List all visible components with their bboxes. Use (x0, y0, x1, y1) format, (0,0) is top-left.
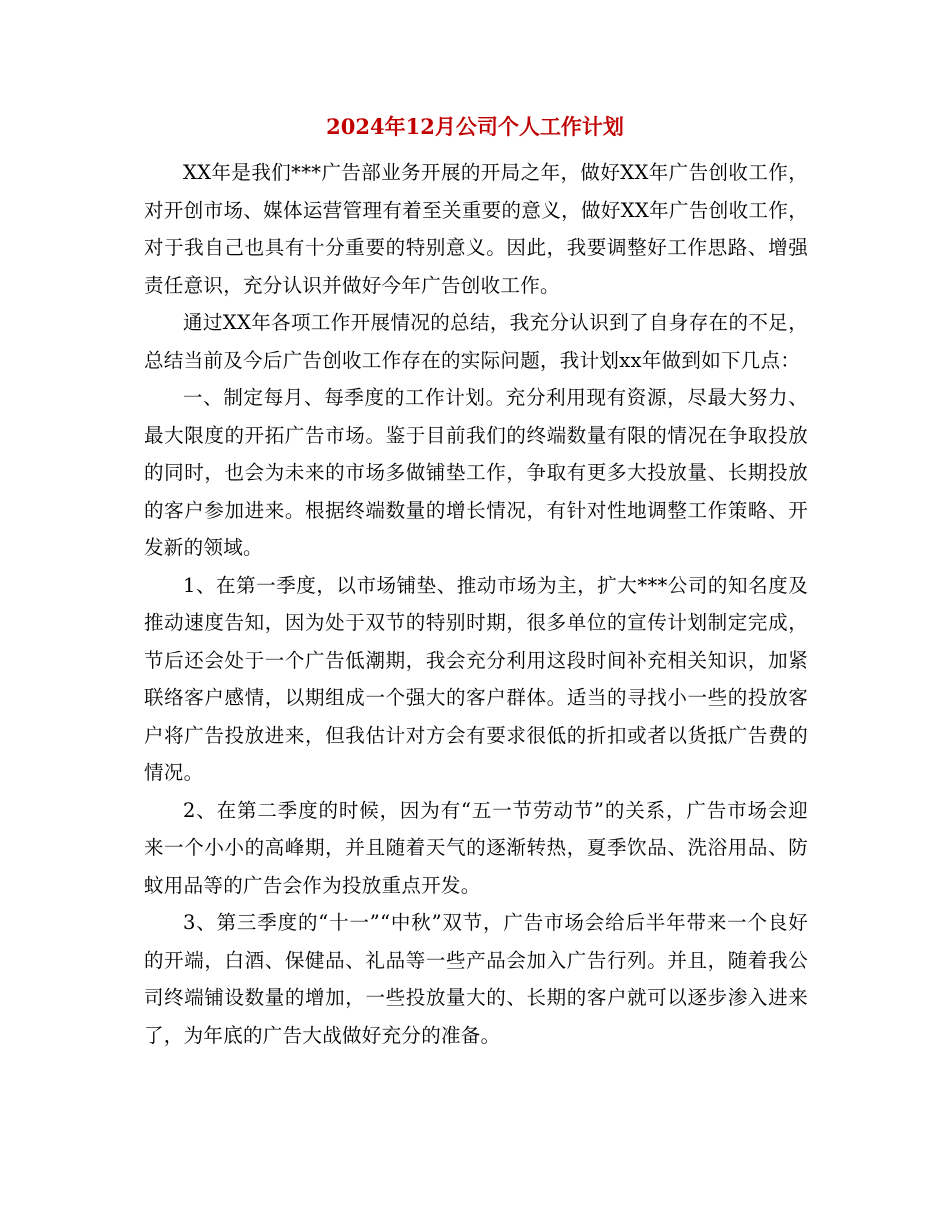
document-body (144, 154, 808, 1054)
paragraph: 2、在第二季度的时候，因为有“五一节劳动节”的关系，广告市场会迎来一个小小的高峰期，并且随着天气的逐渐转热，夏季饮品、洗浴用品、防蚊用品等的广告会作为投放重点开发。 (144, 798, 808, 897)
paragraph: 通过XX年各项工作开展情况的总结，我充分认识到了自身存在的不足，总结当前及今后广告创收工作存在的实际问题，我计划xx年做到如下几点： (144, 311, 808, 372)
document-title: 2024年12月公司个人工作计划 (326, 114, 624, 139)
paragraph: 一、制定每月、每季度的工作计划。充分利用现有资源，尽最大努力、最大限度的开拓广告市场。鉴于目前我们的终端数量有限的情况在争取投放的同时，也会为未来的市场多做铺垫工作，争取有更多大投放量、长期投放的客户参加进来。根据终端数量的增长情况，有针对性地调整工作策略、开发新的领域。 (144, 386, 808, 559)
paragraph: 3、第三季度的“十一”“中秋”双节，广告市场会给后半年带来一个良好的开端，白酒、保健品、礼品等一些产品会加入广告行列。并且，随着我公司终端铺设数量的增加，一些投放量大的、长期的客户就可以逐步渗入进来了，为年底的广告大战做好充分的准备。 (144, 911, 808, 1047)
paragraph: 1、在第一季度，以市场铺垫、推动市场为主，扩大***公司的知名度及推动速度告知，因为处于双节的特别时期，很多单位的宣传计划制定完成，节后还会处于一个广告低潮期，我会充分利用这段时间补充相关知识，加紧联络客户感情，以期组成一个强大的客户群体。适当的寻找小一些的投放客户将广告投放进来，但我估计对方会有要求很低的折扣或者以货抵广告费的情况。 (144, 573, 808, 784)
paragraph: XX年是我们***广告部业务开展的开局之年，做好XX年广告创收工作，对开创市场、媒体运营管理有着至关重要的意义，做好XX年广告创收工作，对于我自己也具有十分重要的特别意义。因此，我要调整好工作思路、增强责任意识，充分认识并做好今年广告创收工作。 (144, 161, 808, 297)
